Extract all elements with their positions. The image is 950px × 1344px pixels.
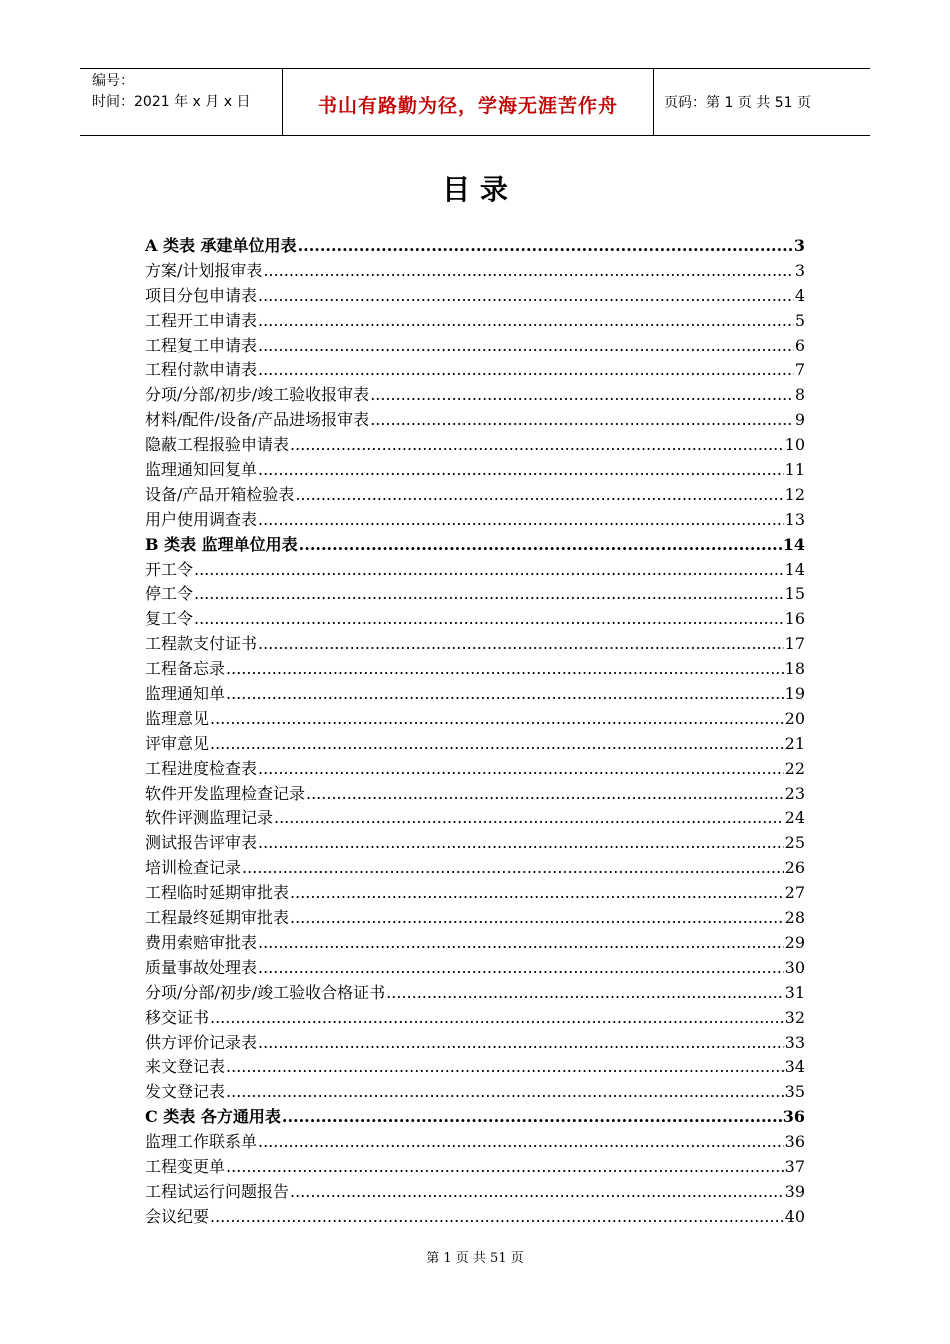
- toc-entry-label: 供方评价记录表: [145, 1032, 258, 1052]
- toc-entry-label: 设备/产品开箱检验表: [145, 484, 295, 504]
- header-page-info-cell: [654, 69, 870, 135]
- toc-entry[interactable]: [145, 582, 805, 607]
- header-meta: [80, 69, 282, 135]
- toc-dot-leader: [370, 383, 794, 408]
- toc-dot-leader: [370, 408, 794, 433]
- toc-dot-leader: [194, 558, 784, 583]
- toc-entry-page: 5: [794, 310, 805, 330]
- toc-entry-label: 分项/分部/初步/竣工验收报审表: [145, 385, 370, 405]
- toc-entry-page: 12: [784, 484, 805, 504]
- toc-dot-leader: [258, 508, 784, 533]
- toc-entry[interactable]: [145, 334, 805, 359]
- toc-entry-label: 工程付款申请表: [145, 360, 258, 380]
- toc-entry-label: 工程变更单: [145, 1156, 226, 1176]
- page-header: [80, 68, 870, 136]
- toc-entry-label: 工程备忘录: [145, 659, 226, 679]
- toc-entry-label: 工程临时延期审批表: [145, 883, 290, 903]
- toc-entry[interactable]: [145, 284, 805, 309]
- toc-entry-page: 8: [794, 385, 805, 405]
- toc-entry-page: 22: [784, 758, 805, 778]
- toc-entry[interactable]: [145, 831, 805, 856]
- toc-entry-label: 工程复工申请表: [145, 335, 258, 355]
- toc-section-entry[interactable]: [145, 533, 805, 558]
- toc-entry-page: 36: [782, 1107, 805, 1127]
- toc-entry[interactable]: [145, 732, 805, 757]
- toc-dot-leader: [290, 433, 784, 458]
- toc-entry-page: 40: [784, 1206, 805, 1226]
- toc-entry[interactable]: [145, 1130, 805, 1155]
- toc-entry-page: 27: [784, 883, 805, 903]
- toc-entry-page: 10: [784, 435, 805, 455]
- toc-entry-page: 11: [784, 460, 805, 480]
- toc-entry[interactable]: [145, 607, 805, 632]
- toc-entry-page: 15: [784, 584, 805, 604]
- toc-dot-leader: [386, 981, 783, 1006]
- toc-dot-leader: [258, 284, 794, 309]
- toc-entry[interactable]: [145, 358, 805, 383]
- toc-entry-label: 工程最终延期审批表: [145, 908, 290, 928]
- toc-dot-leader: [210, 707, 784, 732]
- toc-section-entry[interactable]: [145, 1105, 805, 1130]
- toc-entry-page: 23: [784, 783, 805, 803]
- toc-entry[interactable]: [145, 881, 805, 906]
- toc-entry-label: 监理通知单: [145, 684, 226, 704]
- toc-dot-leader: [210, 1006, 784, 1031]
- toc-entry-label: 工程款支付证书: [145, 634, 258, 654]
- toc-dot-leader: [226, 682, 784, 707]
- toc-entry-page: 19: [784, 684, 805, 704]
- toc-entry-label: 停工令: [145, 584, 194, 604]
- toc-dot-leader: [295, 483, 783, 508]
- toc-entry-page: 26: [784, 858, 805, 878]
- toc-entry-page: 9: [794, 410, 805, 430]
- toc-entry-label: 费用索赔审批表: [145, 932, 258, 952]
- toc-entry-label: 软件开发监理检查记录: [145, 783, 306, 803]
- toc-entry[interactable]: [145, 632, 805, 657]
- toc-entry-page: 20: [784, 708, 805, 728]
- toc-dot-leader: [258, 831, 784, 856]
- toc-entry[interactable]: [145, 483, 805, 508]
- toc-entry[interactable]: [145, 757, 805, 782]
- page-footer: 第 1 页 共 51 页: [426, 1251, 524, 1266]
- toc-entry-label: 复工令: [145, 609, 194, 629]
- toc-entry[interactable]: [145, 1155, 805, 1180]
- toc-entry-page: 16: [784, 609, 805, 629]
- toc-entry-page: 32: [784, 1007, 805, 1027]
- toc-dot-leader: [258, 458, 784, 483]
- toc-entry[interactable]: [145, 906, 805, 931]
- toc-entry[interactable]: [145, 1180, 805, 1205]
- table-of-contents: [145, 234, 805, 1230]
- toc-entry-label: A 类表 承建单位用表: [145, 236, 297, 255]
- toc-entry[interactable]: [145, 707, 805, 732]
- toc-entry-label: 项目分包申请表: [145, 285, 258, 305]
- toc-entry[interactable]: [145, 806, 805, 831]
- toc-entry-page: 28: [784, 908, 805, 928]
- toc-dot-leader: [258, 632, 784, 657]
- toc-entry-page: 14: [782, 534, 805, 554]
- toc-dot-leader: [226, 657, 784, 682]
- toc-entry[interactable]: [145, 408, 805, 433]
- toc-entry[interactable]: [145, 309, 805, 334]
- toc-dot-leader: [242, 856, 784, 881]
- toc-dot-leader: [290, 906, 784, 931]
- toc-entry-page: 3: [794, 260, 805, 280]
- toc-entry-page: 13: [784, 509, 805, 529]
- toc-entry-page: 17: [784, 634, 805, 654]
- toc-dot-leader: [299, 533, 782, 558]
- toc-entry[interactable]: [145, 558, 805, 583]
- toc-dot-leader: [263, 259, 793, 284]
- toc-entry-page: 31: [784, 982, 805, 1002]
- toc-dot-leader: [258, 334, 794, 359]
- toc-entry-label: 移交证书: [145, 1007, 210, 1027]
- toc-entry[interactable]: [145, 782, 805, 807]
- toc-entry-label: 工程进度检查表: [145, 758, 258, 778]
- toc-entry-page: 29: [784, 932, 805, 952]
- toc-entry-page: 33: [784, 1032, 805, 1052]
- toc-entry[interactable]: [145, 956, 805, 981]
- toc-entry[interactable]: [145, 657, 805, 682]
- toc-entry-page: 6: [794, 335, 805, 355]
- toc-dot-leader: [306, 782, 784, 807]
- toc-entry[interactable]: [145, 931, 805, 956]
- toc-entry[interactable]: [145, 1080, 805, 1105]
- toc-entry-label: 监理意见: [145, 708, 210, 728]
- header-time-label: 时间：2021 年 x 月 x 日: [92, 94, 251, 110]
- toc-dot-leader: [258, 931, 784, 956]
- toc-entry-label: B 类表 监理单位用表: [145, 534, 298, 554]
- toc-entry[interactable]: [145, 1205, 805, 1230]
- toc-dot-leader: [210, 1205, 784, 1230]
- toc-dot-leader: [226, 1080, 784, 1105]
- toc-entry[interactable]: [145, 508, 805, 533]
- toc-dot-leader: [226, 1055, 784, 1080]
- toc-entry-label: 开工令: [145, 559, 194, 579]
- toc-dot-leader: [290, 881, 784, 906]
- toc-dot-leader: [258, 1130, 784, 1155]
- toc-entry-label: 质量事故处理表: [145, 957, 258, 977]
- toc-entry-label: 材料/配件/设备/产品进场报审表: [145, 410, 370, 430]
- toc-entry-label: 隐蔽工程报验申请表: [145, 435, 290, 455]
- toc-entry-label: C 类表 各方通用表: [145, 1107, 281, 1127]
- toc-entry-label: 监理工作联系单: [145, 1132, 258, 1152]
- toc-entry-page: 30: [784, 957, 805, 977]
- toc-entry-label: 用户使用调查表: [145, 509, 258, 529]
- toc-entry-page: 35: [784, 1082, 805, 1102]
- toc-entry-page: 25: [784, 833, 805, 853]
- toc-entry-label: 工程开工申请表: [145, 310, 258, 330]
- toc-dot-leader: [282, 1105, 782, 1130]
- toc-entry[interactable]: [145, 383, 805, 408]
- toc-dot-leader: [258, 956, 784, 981]
- toc-entry-page: 24: [784, 808, 805, 828]
- toc-entry-page: 3: [793, 236, 805, 255]
- toc-entry-page: 7: [794, 360, 805, 380]
- toc-entry-page: 14: [784, 559, 805, 579]
- header-number-label: 编号：: [92, 73, 134, 89]
- toc-dot-leader: [194, 582, 784, 607]
- toc-entry[interactable]: [145, 433, 805, 458]
- toc-dot-leader: [258, 757, 784, 782]
- toc-entry[interactable]: [145, 259, 805, 284]
- toc-dot-leader: [258, 309, 794, 334]
- toc-entry-label: 来文登记表: [145, 1057, 226, 1077]
- toc-entry-label: 培训检查记录: [145, 858, 242, 878]
- toc-entry-label: 分项/分部/初步/竣工验收合格证书: [145, 982, 386, 1002]
- toc-entry-label: 监理通知回复单: [145, 460, 258, 480]
- toc-entry-page: 37: [784, 1156, 805, 1176]
- toc-entry[interactable]: [145, 458, 805, 483]
- page-title: 目 录: [442, 173, 508, 206]
- toc-entry-page: 36: [784, 1132, 805, 1152]
- toc-entry[interactable]: [145, 1055, 805, 1080]
- toc-entry-label: 工程试运行问题报告: [145, 1181, 290, 1201]
- toc-entry-label: 会议纪要: [145, 1206, 210, 1226]
- toc-entry[interactable]: [145, 1031, 805, 1056]
- toc-entry[interactable]: [145, 856, 805, 881]
- toc-dot-leader: [226, 1155, 784, 1180]
- toc-section-entry[interactable]: [145, 234, 805, 259]
- toc-entry-label: 方案/计划报审表: [145, 260, 263, 280]
- header-page-info: 页码：第 1 页 共 51 页: [664, 95, 811, 111]
- toc-entry-label: 测试报告评审表: [145, 833, 258, 853]
- toc-dot-leader: [258, 358, 794, 383]
- toc-entry-page: 39: [784, 1181, 805, 1201]
- toc-entry-label: 发文登记表: [145, 1082, 226, 1102]
- toc-dot-leader: [258, 1031, 784, 1056]
- toc-entry-page: 21: [784, 733, 805, 753]
- toc-entry[interactable]: [145, 1006, 805, 1031]
- toc-entry-page: 34: [784, 1057, 805, 1077]
- toc-entry-label: 软件评测监理记录: [145, 808, 274, 828]
- toc-entry-page: 18: [784, 659, 805, 679]
- toc-entry[interactable]: [145, 682, 805, 707]
- header-motto: 书山有路勤为径，学海无涯苦作舟: [317, 94, 618, 117]
- toc-dot-leader: [298, 234, 793, 259]
- toc-dot-leader: [290, 1180, 784, 1205]
- toc-dot-leader: [274, 806, 784, 831]
- toc-dot-leader: [210, 732, 784, 757]
- toc-entry-label: 评审意见: [145, 733, 210, 753]
- toc-dot-leader: [194, 607, 784, 632]
- toc-entry[interactable]: [145, 981, 805, 1006]
- header-motto-cell: [282, 69, 654, 135]
- toc-entry-page: 4: [794, 285, 805, 305]
